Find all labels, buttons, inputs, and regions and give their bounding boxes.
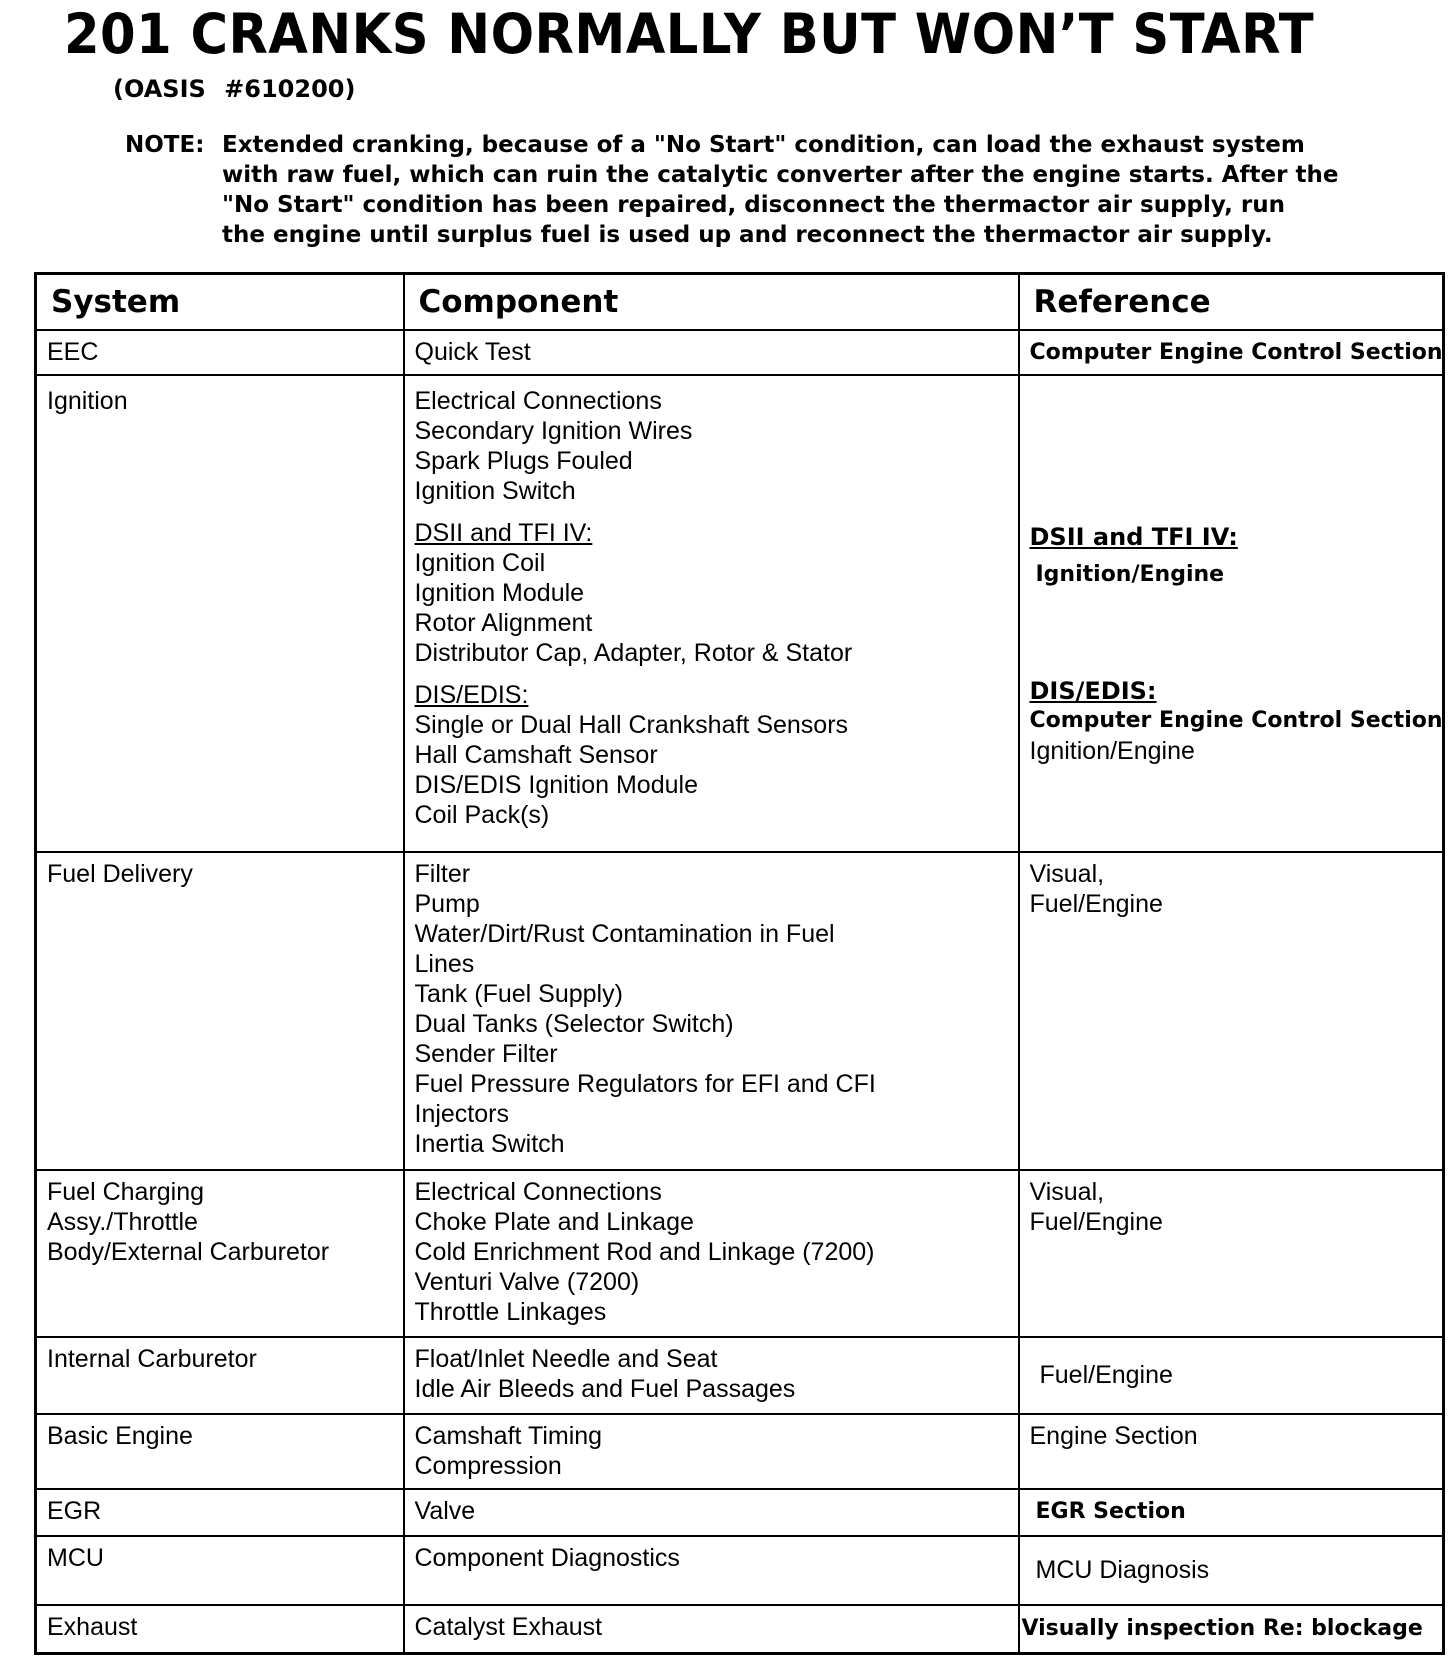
component-item: Distributor Cap, Adapter, Rotor & Stator [414, 638, 853, 667]
note-block [125, 130, 1425, 250]
component-cell [404, 1489, 1019, 1536]
component-item: Camshaft Timing [414, 1421, 603, 1450]
component-item: Coil Pack(s) [414, 800, 550, 829]
component-item: Ignition Coil [414, 548, 546, 577]
component-item: Pump [414, 889, 480, 918]
reference-item: Visual, [1029, 1178, 1105, 1207]
reference-cell [1019, 1170, 1444, 1336]
table-row-basic-engine [36, 1414, 1444, 1489]
component-item: Tank (Fuel Supply) [414, 979, 623, 1008]
table-row-ignition [36, 375, 1444, 852]
component-item: Filter [414, 859, 471, 888]
table-row-egr [36, 1489, 1444, 1536]
component-cell [404, 1170, 1019, 1336]
system-cell: Internal Carburetor [36, 1337, 404, 1414]
page-title: 201 CRANKS NORMALLY BUT WON’T START [64, 2, 1315, 66]
oasis-reference: (OASIS #610200) [113, 75, 356, 103]
reference-item: Ignition/Engine [1029, 736, 1195, 765]
component-column-header: Component [404, 274, 1019, 331]
component-item: Valve [414, 1497, 476, 1526]
table-row-eec [36, 330, 1444, 375]
system-cell: Ignition [36, 375, 404, 852]
component-item: Cold Enrichment Rod and Linkage (7200) [414, 1238, 875, 1267]
reference-subheading: DIS/EDIS: [1029, 676, 1157, 705]
component-group-dis [415, 680, 1008, 830]
component-cell [404, 1414, 1019, 1489]
table-row-exhaust [36, 1605, 1444, 1654]
system-cell: Exhaust [36, 1605, 404, 1654]
system-cell: MCU [36, 1536, 404, 1605]
system-line: Fuel Charging [47, 1178, 205, 1207]
reference-item: Computer Engine Control Section [1029, 707, 1443, 733]
diagnostic-table [34, 272, 1445, 1655]
system-cell: EEC [36, 330, 404, 375]
component-item: DIS/EDIS Ignition Module [414, 770, 698, 799]
component-item: Spark Plugs Fouled [414, 446, 633, 475]
component-subheading: DSII and TFI IV: [414, 518, 593, 547]
system-cell: Basic Engine [36, 1414, 404, 1489]
component-item: Injectors [414, 1099, 509, 1128]
component-group-dsii [415, 518, 1008, 668]
component-item: Rotor Alignment [414, 608, 593, 637]
table-row-mcu [36, 1536, 1444, 1605]
reference-cell [1019, 375, 1444, 852]
system-cell: EGR [36, 1489, 404, 1536]
component-item: Quick Test [414, 338, 531, 367]
component-item: Idle Air Bleeds and Fuel Passages [414, 1374, 796, 1403]
system-cell [36, 1170, 404, 1336]
component-item: Compression [414, 1451, 562, 1480]
component-cell [404, 330, 1019, 375]
note-label: NOTE: [125, 132, 205, 158]
component-item: Lines [414, 949, 475, 978]
component-item: Choke Plate and Linkage [414, 1208, 694, 1237]
system-line: Body/External Carburetor [47, 1238, 330, 1267]
reference-cell [1019, 1337, 1444, 1414]
reference-item: Visually inspection Re: blockage [1021, 1615, 1423, 1641]
reference-cell [1019, 1605, 1444, 1654]
component-item: Fuel Pressure Regulators for EFI and CFI [414, 1069, 876, 1098]
note-line: "No Start" condition has been repaired, disconnect the thermactor air supply, run [222, 192, 1285, 218]
reference-column-header: Reference [1019, 274, 1444, 331]
table-header-row [36, 274, 1444, 331]
component-item: Electrical Connections [414, 1178, 662, 1207]
component-item: Single or Dual Hall Crankshaft Sensors [414, 710, 849, 739]
reference-cell [1019, 1489, 1444, 1536]
system-cell: Fuel Delivery [36, 852, 404, 1171]
reference-cell [1019, 852, 1444, 1171]
component-item: Component Diagnostics [414, 1543, 680, 1572]
note-line: with raw fuel, which can ruin the catalytic converter after the engine starts. After the [222, 162, 1339, 188]
component-item: Water/Dirt/Rust Contamination in Fuel [414, 919, 835, 948]
reference-cell [1019, 1414, 1444, 1489]
component-item: Ignition Switch [414, 476, 576, 505]
reference-item: MCU Diagnosis [1035, 1556, 1210, 1585]
component-cell [404, 1605, 1019, 1654]
table-row-internal-carburetor [36, 1337, 1444, 1414]
component-item: Venturi Valve (7200) [414, 1268, 640, 1297]
reference-cell [1019, 330, 1444, 375]
component-cell [404, 375, 1019, 852]
system-column-header: System [36, 274, 404, 331]
reference-item: Visual, [1029, 859, 1105, 888]
component-item: Electrical Connections [414, 386, 662, 415]
component-item: Hall Camshaft Sensor [414, 740, 658, 769]
component-cell [404, 852, 1019, 1171]
note-line: the engine until surplus fuel is used up and reconnect the thermactor air supply. [222, 222, 1273, 248]
system-line: Assy./Throttle [47, 1208, 198, 1237]
table-row-fuel-delivery [36, 852, 1444, 1171]
component-item: Throttle Linkages [414, 1298, 607, 1327]
table-row-fuel-charging [36, 1170, 1444, 1336]
reference-subheading: DSII and TFI IV: [1029, 522, 1238, 551]
reference-item: Ignition/Engine [1035, 561, 1225, 587]
component-cell [404, 1337, 1019, 1414]
component-subheading: DIS/EDIS: [414, 680, 529, 709]
component-item: Catalyst Exhaust [414, 1612, 603, 1641]
component-item: Ignition Module [414, 578, 585, 607]
reference-cell [1019, 1536, 1444, 1605]
reference-item: Computer Engine Control Section [1029, 339, 1443, 365]
reference-item: Fuel/Engine [1029, 1208, 1163, 1237]
component-cell [404, 1536, 1019, 1605]
reference-item: Fuel/Engine [1029, 889, 1163, 918]
component-item: Sender Filter [414, 1039, 558, 1068]
component-item: Secondary Ignition Wires [414, 416, 693, 445]
component-item: Inertia Switch [414, 1129, 565, 1158]
note-line: Extended cranking, because of a "No Start" condition, can load the exhaust system [222, 132, 1305, 158]
component-item: Float/Inlet Needle and Seat [414, 1344, 718, 1373]
component-item: Dual Tanks (Selector Switch) [414, 1009, 734, 1038]
reference-item: Fuel/Engine [1039, 1361, 1173, 1390]
reference-item: EGR Section [1035, 1499, 1186, 1525]
note-text [222, 130, 1425, 250]
reference-item: Engine Section [1029, 1421, 1198, 1450]
